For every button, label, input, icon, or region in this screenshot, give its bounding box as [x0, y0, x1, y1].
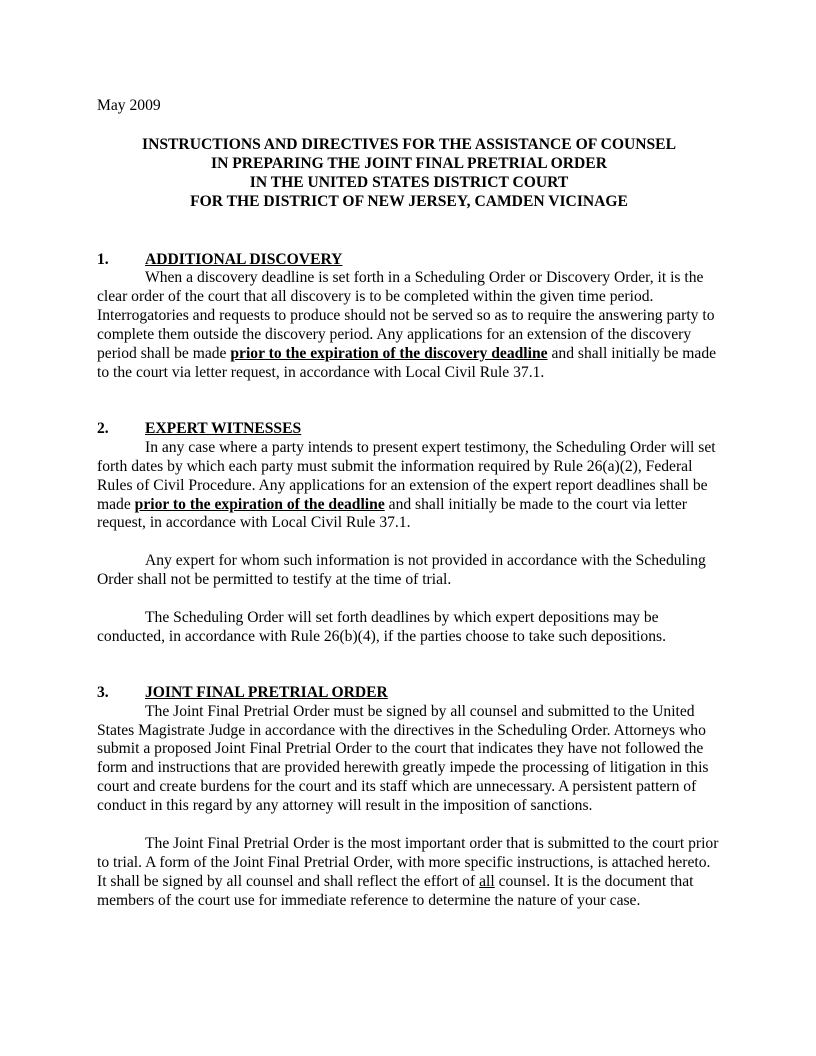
section-expert-witnesses: [97, 420, 721, 647]
section-joint-final-pretrial-order: [97, 684, 721, 911]
paragraph-text: The Joint Final Pretrial Order is the most important order that is submitted to the court prior to trial. A form of the Joint Final Pretrial Order, with more specific instructions, is attached hereto. It shall be signed by all counsel and shall reflect the effort of: [97, 834, 719, 890]
section-heading: [97, 420, 721, 439]
section-additional-discovery: [97, 251, 721, 383]
section-number: 1.: [97, 250, 109, 268]
emphasized-text: prior to the expiration of the discovery deadline: [230, 345, 548, 363]
section-title: JOINT FINAL PRETRIAL ORDER: [145, 683, 388, 701]
section-heading: [97, 251, 721, 270]
section-number: 3.: [97, 683, 109, 701]
document-date: May 2009: [97, 97, 161, 114]
title-line: IN PREPARING THE JOINT FINAL PRETRIAL ORDER: [211, 154, 607, 172]
title-line: IN THE UNITED STATES DISTRICT COURT: [249, 173, 569, 191]
section-paragraph: [97, 439, 721, 534]
paragraph-text: In any case where a party intends to present expert testimony, the Scheduling Order will set forth dates by which each party must submit the information required by Rule 26(a)(2), Federal Rules of Civil Procedure. Any applications for an extension of the expert report deadlines shall be made: [97, 438, 716, 513]
document-page: [97, 97, 721, 911]
title-line: INSTRUCTIONS AND DIRECTIVES FOR THE ASSISTANCE OF COUNSEL: [142, 135, 676, 153]
section-number: 2.: [97, 419, 109, 437]
section-paragraph: [97, 835, 721, 911]
underlined-text: all: [479, 872, 495, 890]
section-heading: [97, 684, 721, 703]
section-paragraph: [97, 269, 721, 382]
paragraph-text: counsel. It is the document that members of the court use for immediate reference to determine the nature of your case.: [97, 872, 694, 909]
paragraph-text: and shall initially be made to the court via letter request, in accordance with Local Civil Rule 37.1.: [97, 345, 717, 381]
document-title: [97, 136, 721, 212]
section-title: ADDITIONAL DISCOVERY: [145, 250, 343, 268]
title-line: FOR THE DISTRICT OF NEW JERSEY, CAMDEN VICINAGE: [190, 192, 628, 210]
section-paragraph: The Joint Final Pretrial Order must be signed by all counsel and submitted to the United States Magistrate Judge in accordance with the directives in the Scheduling Order. Attorneys who submit a proposed Joint Final Pretrial Order to the court that indicates they have not followed the form and instructions that are provided herewith greatly impede the processing of litigation in this court and create burdens for the court and its staff which are unnecessary. A persistent pattern of conduct in this regard by any attorney will result in the imposition of sanctions.: [97, 702, 709, 815]
emphasized-text: prior to the expiration of the deadline: [134, 495, 385, 513]
section-paragraph: The Scheduling Order will set forth deadlines by which expert depositions may be conducted, in accordance with Rule 26(b)(4), if the parties choose to take such depositions.: [97, 608, 666, 645]
paragraph-text: When a discovery deadline is set forth in a Scheduling Order or Discovery Order, it is the clear order of the court that all discovery is to be completed within the given time period. Interrogatories and requests to produce should not be served so as to require the answering party to complete them outside the discovery period. Any applications for an extension of the discovery period shall be made: [97, 269, 715, 363]
section-title: EXPERT WITNESSES: [145, 419, 302, 437]
section-paragraph: Any expert for whom such information is not provided in accordance with the Scheduling Order shall not be permitted to testify at the time of trial.: [97, 552, 706, 589]
paragraph-text: and shall initially be made to the court via letter request, in accordance with Local Civil Rule 37.1.: [97, 495, 688, 532]
